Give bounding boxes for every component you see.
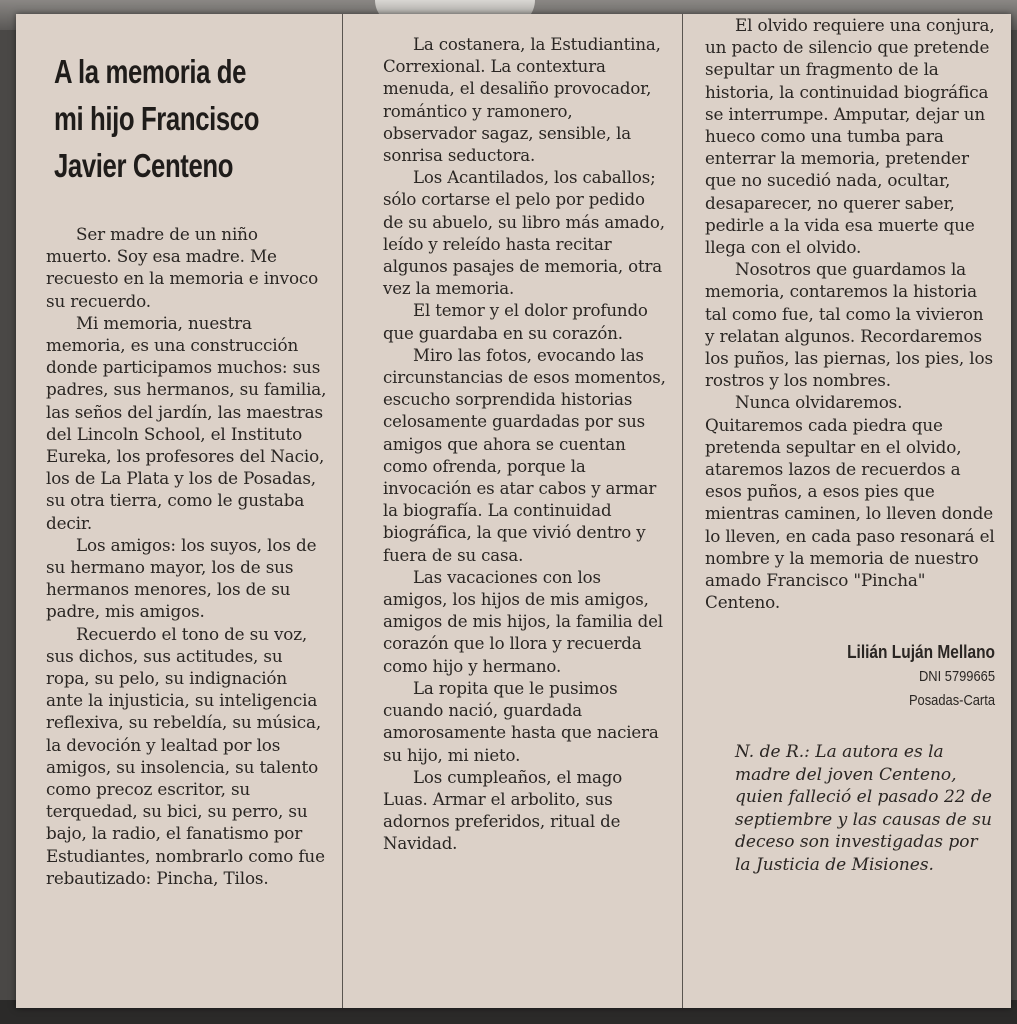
editor-note: N. de R.: La autora es la madre del joven Centeno, quien falleció el pasado 22 de septiembre y las causas de su deceso son investigadas por la Justicia de Misiones. — [735, 742, 992, 875]
paragraph: El olvido requiere una conjura, un pacto de silencio que pretende sepultar un fragmento de la historia, la continuidad biográfica se interrumpe. Amputar, dejar un hueco como una tumba para enterrar la memoria, pretender que no sucedió nada, ocultar, desaparecer, no querer saber, pedirle a la vida esa muerte que llega con el olvido. — [705, 15, 995, 258]
column-2 — [342, 14, 682, 1008]
paragraph: La ropita que le pusimos cuando nació, guardada amorosamente hasta que naciera su hijo, mi nieto. — [383, 678, 659, 765]
paragraph: El temor y el dolor profundo que guardaba en su corazón. — [383, 301, 648, 343]
headline-line: Javier Centeno — [54, 147, 234, 184]
column-1 — [16, 14, 342, 1008]
paragraph: Mi memoria, nuestra memoria, es una construcción donde participamos muchos: sus padres, sus hermanos, su familia, las seños del jardín, las maestras del Lincoln School, el Instituto Eureka, los profesores del Nacio, los de La Plata y los de Posadas, su otra tierra, como le gustaba decir. — [46, 312, 327, 533]
author-place: Posadas-Carta — [908, 692, 995, 710]
article-headline — [54, 48, 319, 189]
signature-block — [746, 639, 995, 713]
column-3 — [682, 14, 1011, 1008]
newspaper-clipping — [16, 14, 1011, 1008]
paragraph: Recuerdo el tono de su voz, sus dichos, sus actitudes, su ropa, su pelo, su indignación ante la injusticia, su inteligencia reflexiva, su rebeldía, su música, la devoción y lealtad por los amigos, su insolencia, su talento como precoz escritor, su terquedad, su bici, su perro, su bajo, la radio, el fanatismo por Estudiantes, nombrarlo como fue rebautizado: Pincha, Tilos. — [46, 623, 325, 888]
paragraph: Los amigos: los suyos, los de su hermano mayor, los de sus hermanos menores, los de su padre, mis amigos. — [46, 534, 317, 622]
paragraph: Las vacaciones con los amigos, los hijos de mis amigos, amigos de mis hijos, la familia del corazón que lo llora y recuerda como hijo y hermano. — [383, 567, 663, 676]
author-dni: DNI 5799665 — [918, 668, 995, 686]
paragraph: La costanera, la Estudiantina, Correxional. La contextura menuda, el desaliño provocador, romántico y ramonero, observador sagaz, sensible, la sonrisa seductora. — [383, 35, 661, 166]
paragraph: Miro las fotos, evocando las circunstancias de esos momentos, escucho sorprendida historias celosamente guardadas por sus amigos que ahora se cuentan como ofrenda, porque la invocación es atar cabos y armar la biografía. La continuidad biográfica, la que vivió dentro y fuera de su casa. — [383, 345, 666, 565]
author-name: Lilián Luján Mellano — [847, 642, 995, 663]
paragraph: Los Acantilados, los caballos; sólo cortarse el pelo por pedido de su abuelo, su libro más amado, leído y releído hasta recitar algunos pasajes de memoria, otra vez la memoria. — [383, 168, 665, 299]
headline-line: A la memoria de — [54, 53, 247, 90]
paragraph: Nosotros que guardamos la memoria, contaremos la historia tal como fue, tal como la vivieron y relatan algunos. Recordaremos los puños, las piernas, los pies, los rostros y los nombres. — [705, 259, 993, 391]
headline-line: mi hijo Francisco — [54, 100, 260, 137]
paragraph: Ser madre de un niño muerto. Soy esa madre. Me recuesto en la memoria e invoco su recuerdo. — [46, 224, 319, 311]
paragraph: Nunca olvidaremos. Quitaremos cada piedra que pretenda sepultar en el olvido, ataremos lazos de recuerdos a esos puños, a esos pies que mientras caminen, lo lleven donde lo lleven, en cada paso resonará el nombre y la memoria de nuestro amado Francisco "Pincha" Centeno. — [705, 392, 995, 613]
paragraph: Los cumpleaños, el mago Luas. Armar el arbolito, sus adornos preferidos, ritual de Navidad. — [383, 767, 623, 854]
